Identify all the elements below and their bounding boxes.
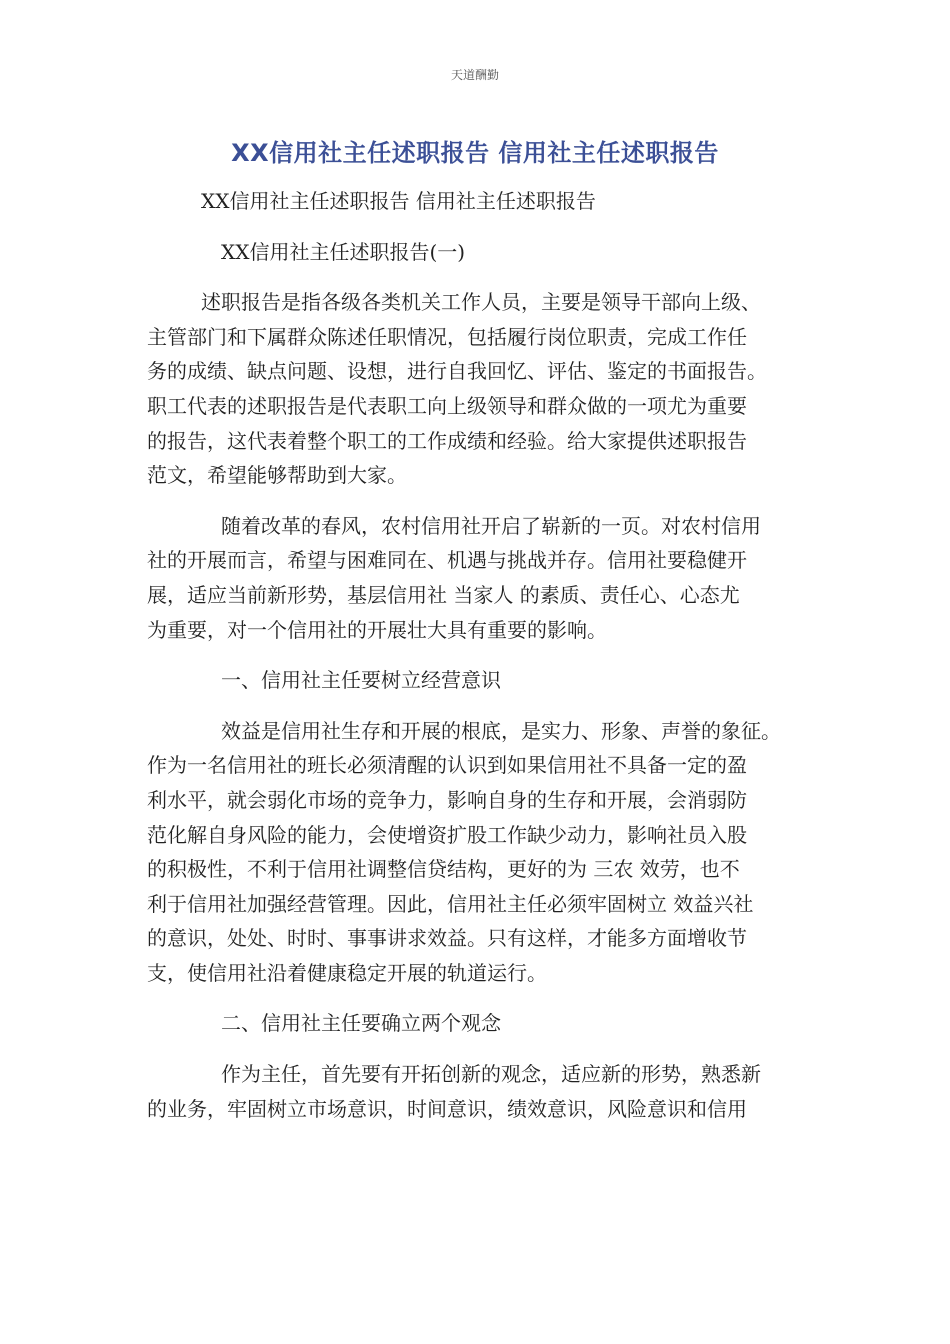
- paragraph-line: 的报告，这代表着整个职工的工作成绩和经验。给大家提供述职报告: [147, 428, 747, 453]
- document-body: [147, 184, 822, 1142]
- subtitle-line: XX信用社主任述职报告 信用社主任述职报告: [201, 189, 596, 213]
- section-heading: 二、信用社主任要确立两个观念: [221, 1011, 501, 1036]
- part-heading-paragraph: [147, 235, 822, 270]
- paragraph-line: 的意识，处处、时时、事事讲求效益。只有这样，才能多方面增收节: [147, 926, 747, 951]
- paragraph-line: 范文，希望能够帮助到大家。: [147, 463, 407, 488]
- paragraph-line: 为重要，对一个信用社的开展壮大具有重要的影响。: [147, 617, 607, 642]
- paragraph-line: 职工代表的述职报告是代表职工向上级领导和群众做的一项尤为重要: [147, 393, 747, 418]
- section-heading: 一、信用社主任要树立经营意识: [221, 668, 501, 693]
- document-title: XX信用社主任述职报告 信用社主任述职报告: [231, 139, 719, 167]
- paragraph-line: 的业务，牢固树立市场意识，时间意识，绩效意识，风险意识和信用: [147, 1096, 747, 1121]
- paragraph-line: 作为一名信用社的班长必须清醒的认识到如果信用社不具备一定的盈: [147, 753, 747, 778]
- paragraph-line: 作为主任，首先要有开拓创新的观念，适应新的形势，熟悉新: [221, 1062, 761, 1087]
- paragraph-efficiency: [147, 714, 822, 991]
- paragraph-line: 务的成绩、缺点问题、设想，进行自我回忆、评估、鉴定的书面报告。: [147, 359, 767, 384]
- paragraph-line: 效益是信用社生存和开展的根底，是实力、形象、声誉的象征。: [221, 718, 781, 743]
- part-heading: XX信用社主任述职报告(一): [221, 239, 466, 264]
- paragraph-innovation: [147, 1057, 822, 1126]
- section-heading-1: [147, 663, 822, 698]
- paragraph-line: 展，适应当前新形势，基层信用社 当家人 的素质、责任心、心态尤: [147, 582, 740, 607]
- paragraph-line: 述职报告是指各级各类机关工作人员，主要是领导干部向上级、: [201, 290, 761, 315]
- section-heading-2: [147, 1006, 822, 1041]
- paragraph-line: 主管部门和下属群众陈述任职情况，包括履行岗位职责，完成工作任: [147, 324, 747, 349]
- paragraph-reform: [147, 509, 822, 647]
- paragraph-line: 的积极性，不利于信用社调整信贷结构，更好的为 三农 效劳，也不: [147, 857, 740, 882]
- header-mark: 天道酬勤: [450, 68, 499, 82]
- paragraph-line: 社的开展而言，希望与困难同在、机遇与挑战并存。信用社要稳健开: [147, 548, 747, 573]
- paragraph-line: 范化解自身风险的能力，会使增资扩股工作缺少动力，影响社员入股: [147, 822, 747, 847]
- subtitle-paragraph: [147, 184, 822, 219]
- paragraph-line: 利水平，就会弱化市场的竞争力，影响自身的生存和开展，会消弱防: [147, 787, 747, 812]
- paragraph-line: 利于信用社加强经营管理。因此，信用社主任必须牢固树立 效益兴社: [147, 891, 754, 916]
- paragraph-line: 支，使信用社沿着健康稳定开展的轨道运行。: [147, 960, 547, 985]
- paragraph-intro: [147, 285, 822, 493]
- paragraph-line: 随着改革的春风，农村信用社开启了崭新的一页。对农村信用: [221, 513, 761, 538]
